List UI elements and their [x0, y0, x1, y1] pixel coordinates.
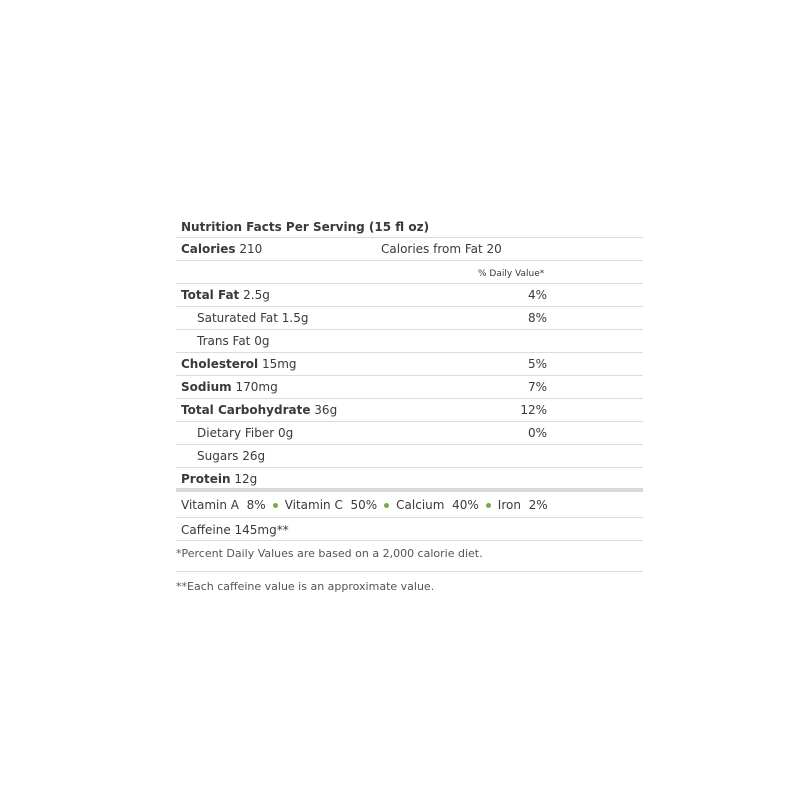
nutrient-amount: 0g	[254, 334, 270, 348]
nutrient-row	[176, 330, 643, 353]
nutrient-amount: 2.5g	[243, 288, 270, 302]
nutrient-amount: 1.5g	[281, 311, 309, 325]
vitamin-item	[498, 498, 548, 512]
nutrition-facts-panel	[176, 214, 643, 604]
nutrient-percent: 8%	[527, 311, 547, 325]
nutrient-percent: 5%	[527, 357, 547, 371]
nutrient-amount: 15mg	[261, 357, 297, 371]
caffeine-footnote: **Each caffeine value is an approximate value.	[176, 580, 435, 593]
caffeine-row: Caffeine 145mg**	[176, 518, 643, 541]
daily-value-header-row	[176, 261, 643, 284]
nutrient-row	[176, 445, 643, 468]
vitamin-value: 2%	[528, 498, 548, 512]
nutrient-percent: 12%	[520, 403, 547, 417]
separator-dot-icon	[273, 503, 278, 508]
nutrient-percent: 4%	[527, 288, 547, 302]
protein-row	[176, 468, 643, 492]
vitamin-label: Vitamin C	[284, 498, 343, 512]
vitamin-value: 50%	[350, 498, 378, 512]
nutrient-row	[176, 422, 643, 445]
vitamin-item	[285, 498, 377, 512]
vitamin-value: 8%	[246, 498, 266, 512]
nutrient-amount: 170mg	[235, 380, 278, 394]
calories-label: Calories	[181, 242, 236, 256]
vitamin-label: Iron	[497, 498, 521, 512]
nutrient-row	[176, 284, 643, 307]
daily-value-footnote: *Percent Daily Values are based on a 2,000 calorie diet.	[176, 541, 643, 572]
nutrient-label: Sodium	[181, 380, 232, 394]
nutrient-row	[176, 399, 643, 422]
vitamin-label: Calcium	[396, 498, 445, 512]
calories-from-fat: Calories from Fat 20	[381, 242, 502, 256]
panel-title: Nutrition Facts Per Serving (15 fl oz)	[176, 214, 643, 238]
vitamin-item	[181, 498, 266, 512]
nutrient-row	[176, 376, 643, 399]
nutrient-label: Sugars	[197, 449, 239, 463]
nutrient-label: Trans Fat	[197, 334, 251, 348]
protein-amount: 12g	[234, 472, 258, 486]
vitamin-label: Vitamin A	[181, 498, 239, 512]
vitamin-item	[396, 498, 479, 512]
nutrient-amount: 0g	[278, 426, 294, 440]
nutrient-percent: 7%	[527, 380, 547, 394]
daily-value-header: % Daily Value*	[478, 269, 545, 279]
nutrient-row	[176, 353, 643, 376]
nutrient-row	[176, 307, 643, 330]
calories-row	[176, 238, 643, 261]
vitamins-row	[176, 492, 643, 518]
nutrient-percent: 0%	[527, 426, 547, 440]
vitamin-value: 40%	[452, 498, 479, 512]
separator-dot-icon	[384, 503, 389, 508]
separator-dot-icon	[486, 503, 491, 508]
nutrient-label: Saturated Fat	[197, 311, 278, 325]
calories-value: 210	[239, 242, 263, 256]
nutrient-label: Dietary Fiber	[197, 426, 275, 440]
nutrient-label: Cholesterol	[181, 357, 259, 371]
nutrient-amount: 36g	[314, 403, 338, 417]
protein-label: Protein	[181, 472, 231, 486]
nutrient-label: Total Fat	[181, 288, 240, 302]
nutrient-amount: 26g	[242, 449, 266, 463]
nutrient-label: Total Carbohydrate	[181, 403, 311, 417]
